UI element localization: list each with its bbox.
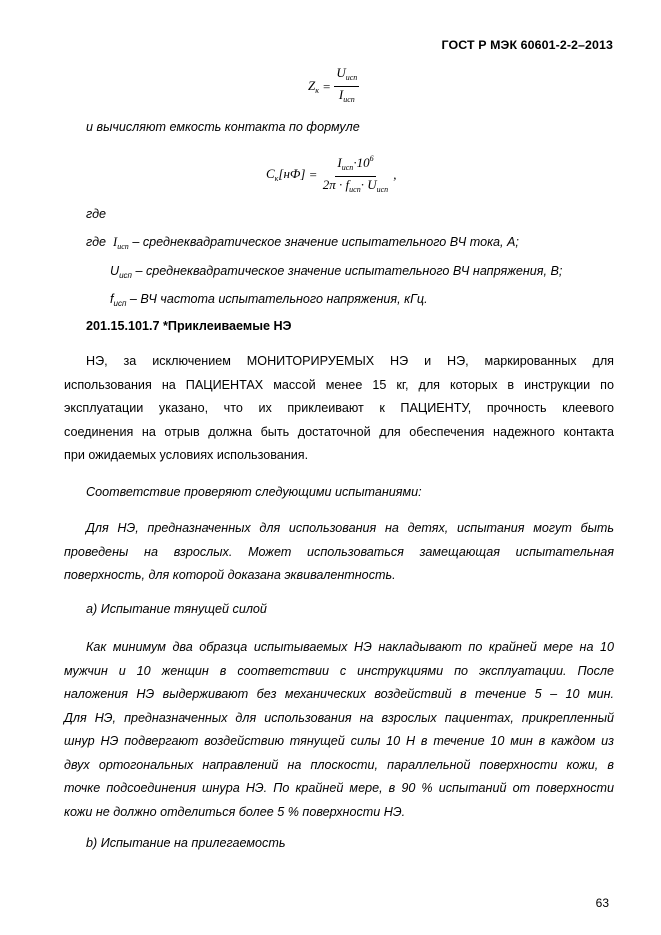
paragraph-requirements (64, 350, 614, 468)
paragraph-children (64, 517, 614, 588)
formula-fraction (334, 66, 359, 107)
paragraph-line: двух ортогональных направлений на плоскости, параллельной поверхности кожи, в (64, 757, 614, 772)
paragraph-line: поверхность, для которой доказана эквивалентность. (64, 568, 396, 582)
paragraph-line: Для НЭ, предназначенных для использования на детях, испытания могут быть (86, 521, 614, 535)
intro-text: и вычисляют емкость контакта по формуле (86, 120, 360, 134)
page-number: 63 (595, 896, 609, 910)
section-heading: 201.15.101.7 *Приклеиваемые НЭ (86, 319, 292, 333)
formula-numerator: $U_{исп}$ (334, 66, 359, 87)
where-label: где (86, 207, 107, 221)
paragraph-line: точке подсоединения шнура НЭ. По крайней мере, в 90 % испытаний от поверхности (64, 781, 614, 795)
paragraph-line: шнур НЭ подвергают воздействию тянущей силы 10 Н в течение 10 мин в каждом из (64, 734, 614, 748)
paragraph-pull-test (64, 636, 614, 824)
symbol-current: $I_{исп}$ (113, 235, 129, 251)
paragraph-line: проведены на взрослых. Может использоваться замещающая испытательная (64, 544, 614, 559)
paragraph-line: использования на ПАЦИЕНТАХ массой менее 15 кг, для которых в инструкции по (64, 377, 614, 392)
formula2-numerator: $I_{исп}\cdot 10^6$ (335, 152, 375, 177)
paragraph-line: наложения НЭ выдерживают без механических воздействий в течение 5 – 10 мин. (64, 687, 614, 701)
formula-lhs: $Z_к$ (308, 78, 319, 95)
paragraph-line: мужчин и 10 женщин в соответствии с инструкциями по эксплуатации. После (64, 663, 614, 678)
formula2-denominator: $2\pi \cdot f_{исп}\cdot U_{исп}$ (322, 177, 389, 194)
paragraph-line: Для НЭ, предназначенных для использования на взрослых пациентах, прикрепленный (64, 710, 614, 725)
paragraph-line: Как минимум два образца испытываемых НЭ накладывают по крайней мере на 10 (86, 640, 614, 654)
formula-denominator: $I_{исп}$ (338, 87, 355, 104)
formula2-equals: = (309, 166, 317, 182)
symbol-frequency: $f_{исп}$ (110, 292, 127, 308)
definition-voltage: $U_{исп}$ – среднеквадратическое значение испытательного ВЧ напряжения, В; (110, 264, 563, 280)
paragraph-line: соединения на отрыв должна быть достаточной для обеспечения надежного контакта (64, 424, 614, 439)
formula-equals: = (322, 78, 331, 94)
paragraph-line: кожи не должно отделиться более 5 % поверхности НЭ. (64, 804, 406, 819)
paragraph-line: эксплуатации указано, что их приклеивают к ПАЦИЕНТУ, прочность клеевого (64, 401, 614, 415)
definition-current: где $I_{исп}$ – среднеквадратическое значение испытательного ВЧ тока, А; (86, 235, 519, 251)
formula2-fraction (321, 152, 390, 197)
formula-capacitance (266, 152, 396, 197)
definition-frequency: $f_{исп}$ – ВЧ частота испытательного напряжения, кГц. (110, 292, 428, 308)
test-a-heading: а) Испытание тянущей силой (86, 602, 267, 616)
formula2-lhs: $C_к[нФ]$ (266, 166, 306, 183)
test-b-heading: b) Испытание на прилегаемость (86, 836, 286, 850)
formula-impedance (308, 66, 359, 107)
compliance-statement: Соответствие проверяют следующими испытаниями: (86, 485, 422, 499)
paragraph-line: при ожидаемых условиях использования. (64, 448, 309, 462)
formula2-comma: , (393, 166, 397, 182)
paragraph-line: НЭ, за исключением МОНИТОРИРУЕМЫХ НЭ и НЭ, маркированных для (86, 354, 614, 368)
symbol-voltage: $U_{исп}$ (110, 264, 132, 280)
document-header: ГОСТ Р МЭК 60601-2-2–2013 (441, 38, 613, 52)
